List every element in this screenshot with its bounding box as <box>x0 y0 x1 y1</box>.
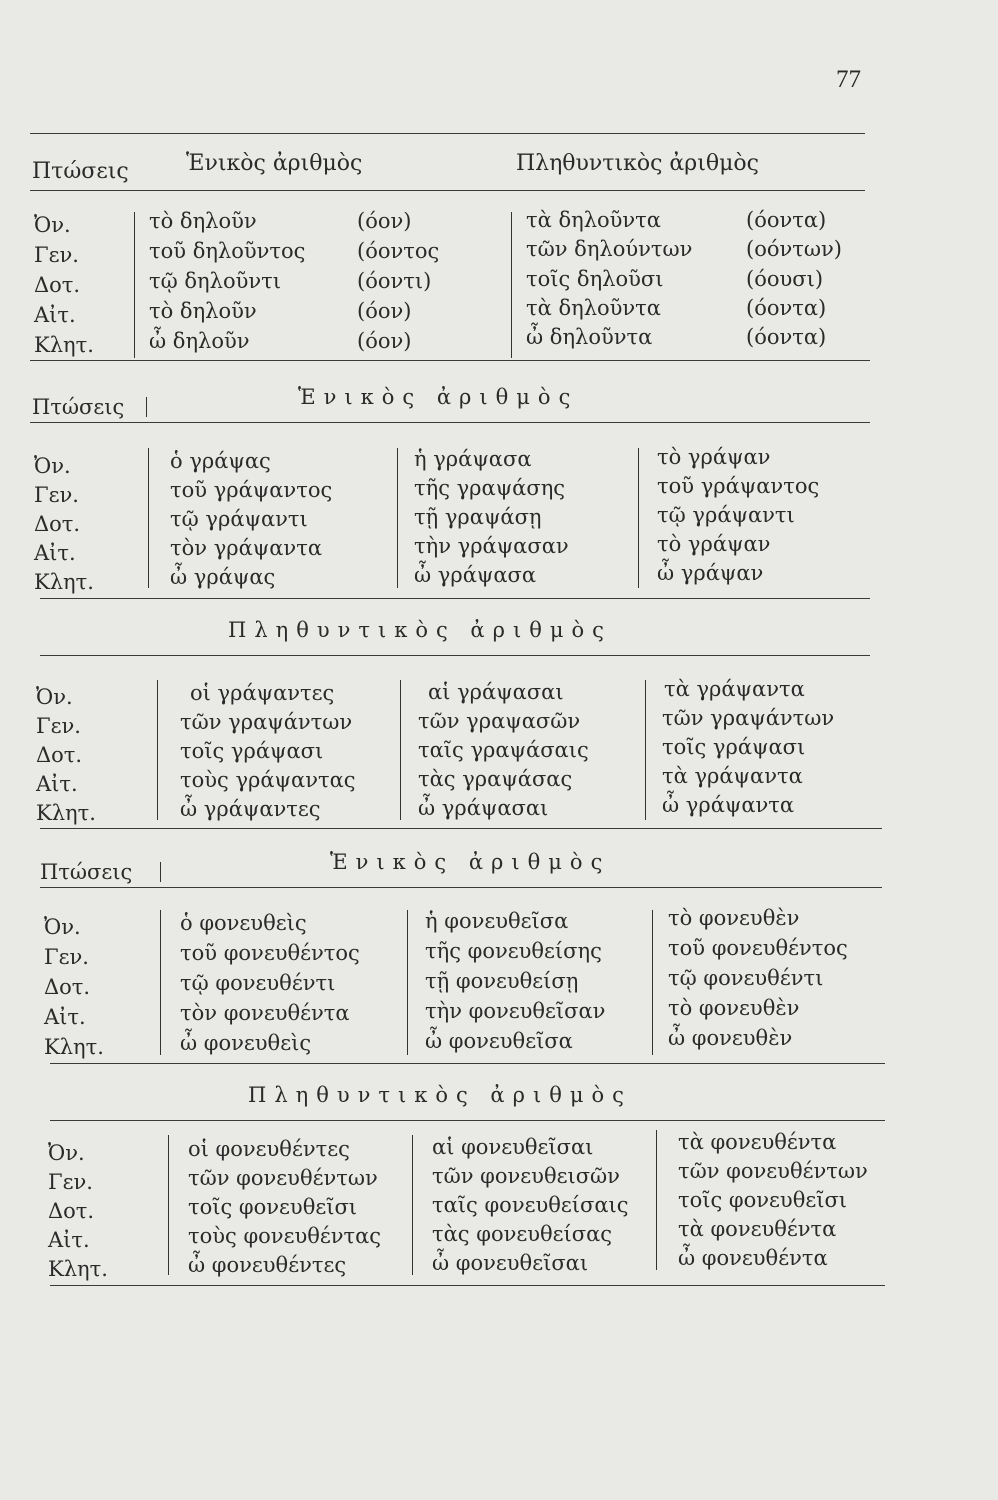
rule <box>50 1120 885 1121</box>
case-label: Γεν. <box>48 1170 93 1194</box>
column-divider <box>656 1130 657 1270</box>
masculine-form: ὦ φονευθέντες <box>188 1253 347 1277</box>
neuter-form: ὦ φονευθέντα <box>678 1246 828 1270</box>
case-label: Δοτ. <box>34 273 81 297</box>
case-label: Ὀν. <box>48 1141 85 1165</box>
neuter-form: τοῦ φονευθέντος <box>668 936 848 960</box>
neuter-form: τὰ φονευθέντα <box>678 1130 837 1154</box>
masculine-form: τὸν γράψαντα <box>170 536 322 560</box>
masculine-form: οἱ φονευθέντες <box>188 1137 350 1161</box>
neuter-form: τοῦ γράψαντος <box>657 474 820 498</box>
neuter-form: τὸ γράψαν <box>657 532 771 556</box>
neuter-form: τὰ γράψαντα <box>664 677 805 701</box>
plural-title: Πληθυντικὸς ἀριθμὸς <box>228 618 612 642</box>
singular-title: Ἑνικὸς ἀριθμὸς <box>298 385 579 409</box>
rule <box>40 598 870 599</box>
case-label: Κλητ. <box>34 570 94 594</box>
case-label: Δοτ. <box>36 743 83 767</box>
rule <box>40 887 882 888</box>
singular-title: Ἑνικὸς ἀριθμὸς <box>330 850 611 874</box>
feminine-form: ἡ φονευθεῖσα <box>425 909 569 933</box>
column-divider <box>412 1135 413 1275</box>
masculine-form: τοῦ γράψαντος <box>170 478 333 502</box>
singular-form: ὦ δηλοῦν <box>149 329 250 353</box>
contracted-form: (οόντων) <box>746 237 842 261</box>
feminine-form: ὦ φονευθεῖσα <box>425 1029 573 1053</box>
masculine-form: τοῦ φονευθέντος <box>180 941 360 965</box>
case-label: Ὀν. <box>34 454 71 478</box>
column-divider <box>638 448 639 588</box>
contracted-form: (όοντα) <box>746 296 827 320</box>
header-plural: Πληθυντικὸς ἀριθμὸς <box>516 151 759 176</box>
feminine-form: ὦ γράψασαι <box>418 796 549 820</box>
neuter-form: τὰ φονευθέντα <box>678 1217 837 1241</box>
column-divider <box>168 1135 169 1275</box>
singular-form: τὸ δηλοῦν <box>149 299 257 323</box>
neuter-form: τῷ γράψαντι <box>657 503 795 527</box>
masculine-form: τοῖς γράψασι <box>180 739 324 763</box>
column-divider <box>134 212 135 358</box>
feminine-form: τῆς γραψάσης <box>414 476 566 500</box>
case-label: Γεν. <box>34 243 79 267</box>
masculine-form: τοὺς γράψαντας <box>180 768 356 792</box>
case-label: Κλητ. <box>48 1257 108 1281</box>
case-label: Κλητ. <box>34 333 94 357</box>
feminine-form: ταῖς γραψάσαις <box>418 738 589 762</box>
column-divider <box>160 862 161 882</box>
masculine-form: τῶν φονευθέντων <box>188 1166 378 1190</box>
neuter-form: ὦ γράψαν <box>657 561 764 585</box>
case-label: Αἰτ. <box>48 1228 90 1252</box>
rule <box>30 360 870 361</box>
contracted-form: (όοντα) <box>746 208 827 232</box>
rule <box>50 1063 885 1064</box>
header-cases: Πτώσεις <box>32 159 129 184</box>
neuter-form: τὰ γράψαντα <box>662 764 803 788</box>
feminine-form: αἱ γράψασαι <box>428 680 564 704</box>
feminine-form: τὴν φονευθεῖσαν <box>425 999 606 1023</box>
neuter-form: τοῖς φονευθεῖσι <box>678 1188 848 1212</box>
contracted-form: (όον) <box>357 299 412 323</box>
case-label: Γεν. <box>34 483 79 507</box>
neuter-form: τὸ γράψαν <box>657 445 771 469</box>
singular-form: τὸ δηλοῦν <box>149 209 257 233</box>
contracted-form: (όουσι) <box>746 267 824 291</box>
feminine-form: ἡ γράψασα <box>414 447 532 471</box>
neuter-form: ὦ γράψαντα <box>662 793 795 817</box>
neuter-form: τοῖς γράψασι <box>662 735 806 759</box>
neuter-form: ὦ φονευθὲν <box>668 1026 793 1050</box>
column-divider <box>146 397 147 417</box>
contracted-form: (όοντος <box>357 239 440 263</box>
case-label: Δοτ. <box>44 975 91 999</box>
case-label: Αἰτ. <box>34 303 76 327</box>
plural-form: τῶν δηλούντων <box>526 237 693 261</box>
column-divider <box>652 910 653 1055</box>
column-divider <box>148 448 149 588</box>
masculine-form: ὦ γράψας <box>170 565 276 589</box>
masculine-form: τῷ γράψαντι <box>170 507 308 531</box>
neuter-form: τῷ φονευθέντι <box>668 966 824 990</box>
neuter-form: τὸ φονευθὲν <box>668 996 800 1020</box>
masculine-form: οἱ γράψαντες <box>190 681 335 705</box>
case-label: Ὀν. <box>34 213 71 237</box>
column-divider <box>400 680 401 820</box>
case-label: Δοτ. <box>48 1199 95 1223</box>
feminine-form: τῶν γραψασῶν <box>418 709 581 733</box>
rule <box>50 1285 885 1286</box>
case-label: Ὀν. <box>36 685 73 709</box>
masculine-form: τῷ φονευθέντι <box>180 971 336 995</box>
feminine-form: τὴν γράψασαν <box>414 534 569 558</box>
plural-form: ὦ δηλοῦντα <box>526 325 653 349</box>
contracted-form: (όοντα) <box>746 325 827 349</box>
plural-title: Πληθυντικὸς ἀριθμὸς <box>248 1083 632 1107</box>
column-divider <box>157 680 158 820</box>
rule <box>30 190 865 191</box>
feminine-form: τὰς φονευθείσας <box>432 1222 613 1246</box>
plural-form: τοῖς δηλοῦσι <box>526 267 664 291</box>
feminine-form: τὰς γραψάσας <box>418 767 573 791</box>
plural-form: τὰ δηλοῦντα <box>526 208 661 232</box>
feminine-form: τῆς φονευθείσης <box>425 939 602 963</box>
masculine-form: τοὺς φονευθέντας <box>188 1224 382 1248</box>
rule <box>40 655 870 656</box>
feminine-form: ὦ φονευθεῖσαι <box>432 1251 589 1275</box>
rule <box>30 133 865 134</box>
case-label: Γεν. <box>44 945 89 969</box>
rule <box>40 828 882 829</box>
page-number: 77 <box>836 66 861 93</box>
case-label: Ὀν. <box>44 915 81 939</box>
column-divider <box>407 910 408 1055</box>
neuter-form: τὸ φονευθὲν <box>668 906 800 930</box>
feminine-form: ταῖς φονευθείσαις <box>432 1193 629 1217</box>
feminine-form: τῇ φονευθείσῃ <box>425 969 579 993</box>
header-cases: Πτώσεις <box>32 395 125 419</box>
neuter-form: τῶν φονευθέντων <box>678 1159 868 1183</box>
masculine-form: ὦ γράψαντες <box>180 797 321 821</box>
masculine-form: ὦ φονευθεὶς <box>180 1031 312 1055</box>
masculine-form: ὁ γράψας <box>170 449 271 473</box>
column-divider <box>160 910 161 1055</box>
rule <box>30 422 870 423</box>
masculine-form: τὸν φονευθέντα <box>180 1001 350 1025</box>
case-label: Αἰτ. <box>36 772 78 796</box>
case-label: Αἰτ. <box>44 1005 86 1029</box>
contracted-form: (όον) <box>357 209 412 233</box>
header-singular: Ἑνικὸς ἀριθμὸς <box>186 151 363 176</box>
case-label: Αἰτ. <box>34 541 76 565</box>
plural-form: τὰ δηλοῦντα <box>526 296 661 320</box>
masculine-form: τοῖς φονευθεῖσι <box>188 1195 358 1219</box>
column-divider <box>397 448 398 588</box>
neuter-form: τῶν γραψάντων <box>662 706 835 730</box>
contracted-form: (όοντι) <box>357 269 432 293</box>
feminine-form: τῇ γραψάσῃ <box>414 505 542 529</box>
feminine-form: τῶν φονευθεισῶν <box>432 1164 620 1188</box>
column-divider <box>511 212 512 358</box>
column-divider <box>645 680 646 820</box>
masculine-form: ὁ φονευθεὶς <box>180 911 307 935</box>
case-label: Κλητ. <box>36 801 96 825</box>
feminine-form: αἱ φονευθεῖσαι <box>432 1135 594 1159</box>
feminine-form: ὦ γράψασα <box>414 563 537 587</box>
singular-form: τῷ δηλοῦντι <box>149 269 281 293</box>
case-label: Γεν. <box>36 714 81 738</box>
header-cases: Πτώσεις <box>40 860 133 884</box>
singular-form: τοῦ δηλοῦντος <box>149 239 306 263</box>
case-label: Δοτ. <box>34 512 81 536</box>
case-label: Κλητ. <box>44 1035 104 1059</box>
masculine-form: τῶν γραψάντων <box>180 710 353 734</box>
contracted-form: (όον) <box>357 329 412 353</box>
